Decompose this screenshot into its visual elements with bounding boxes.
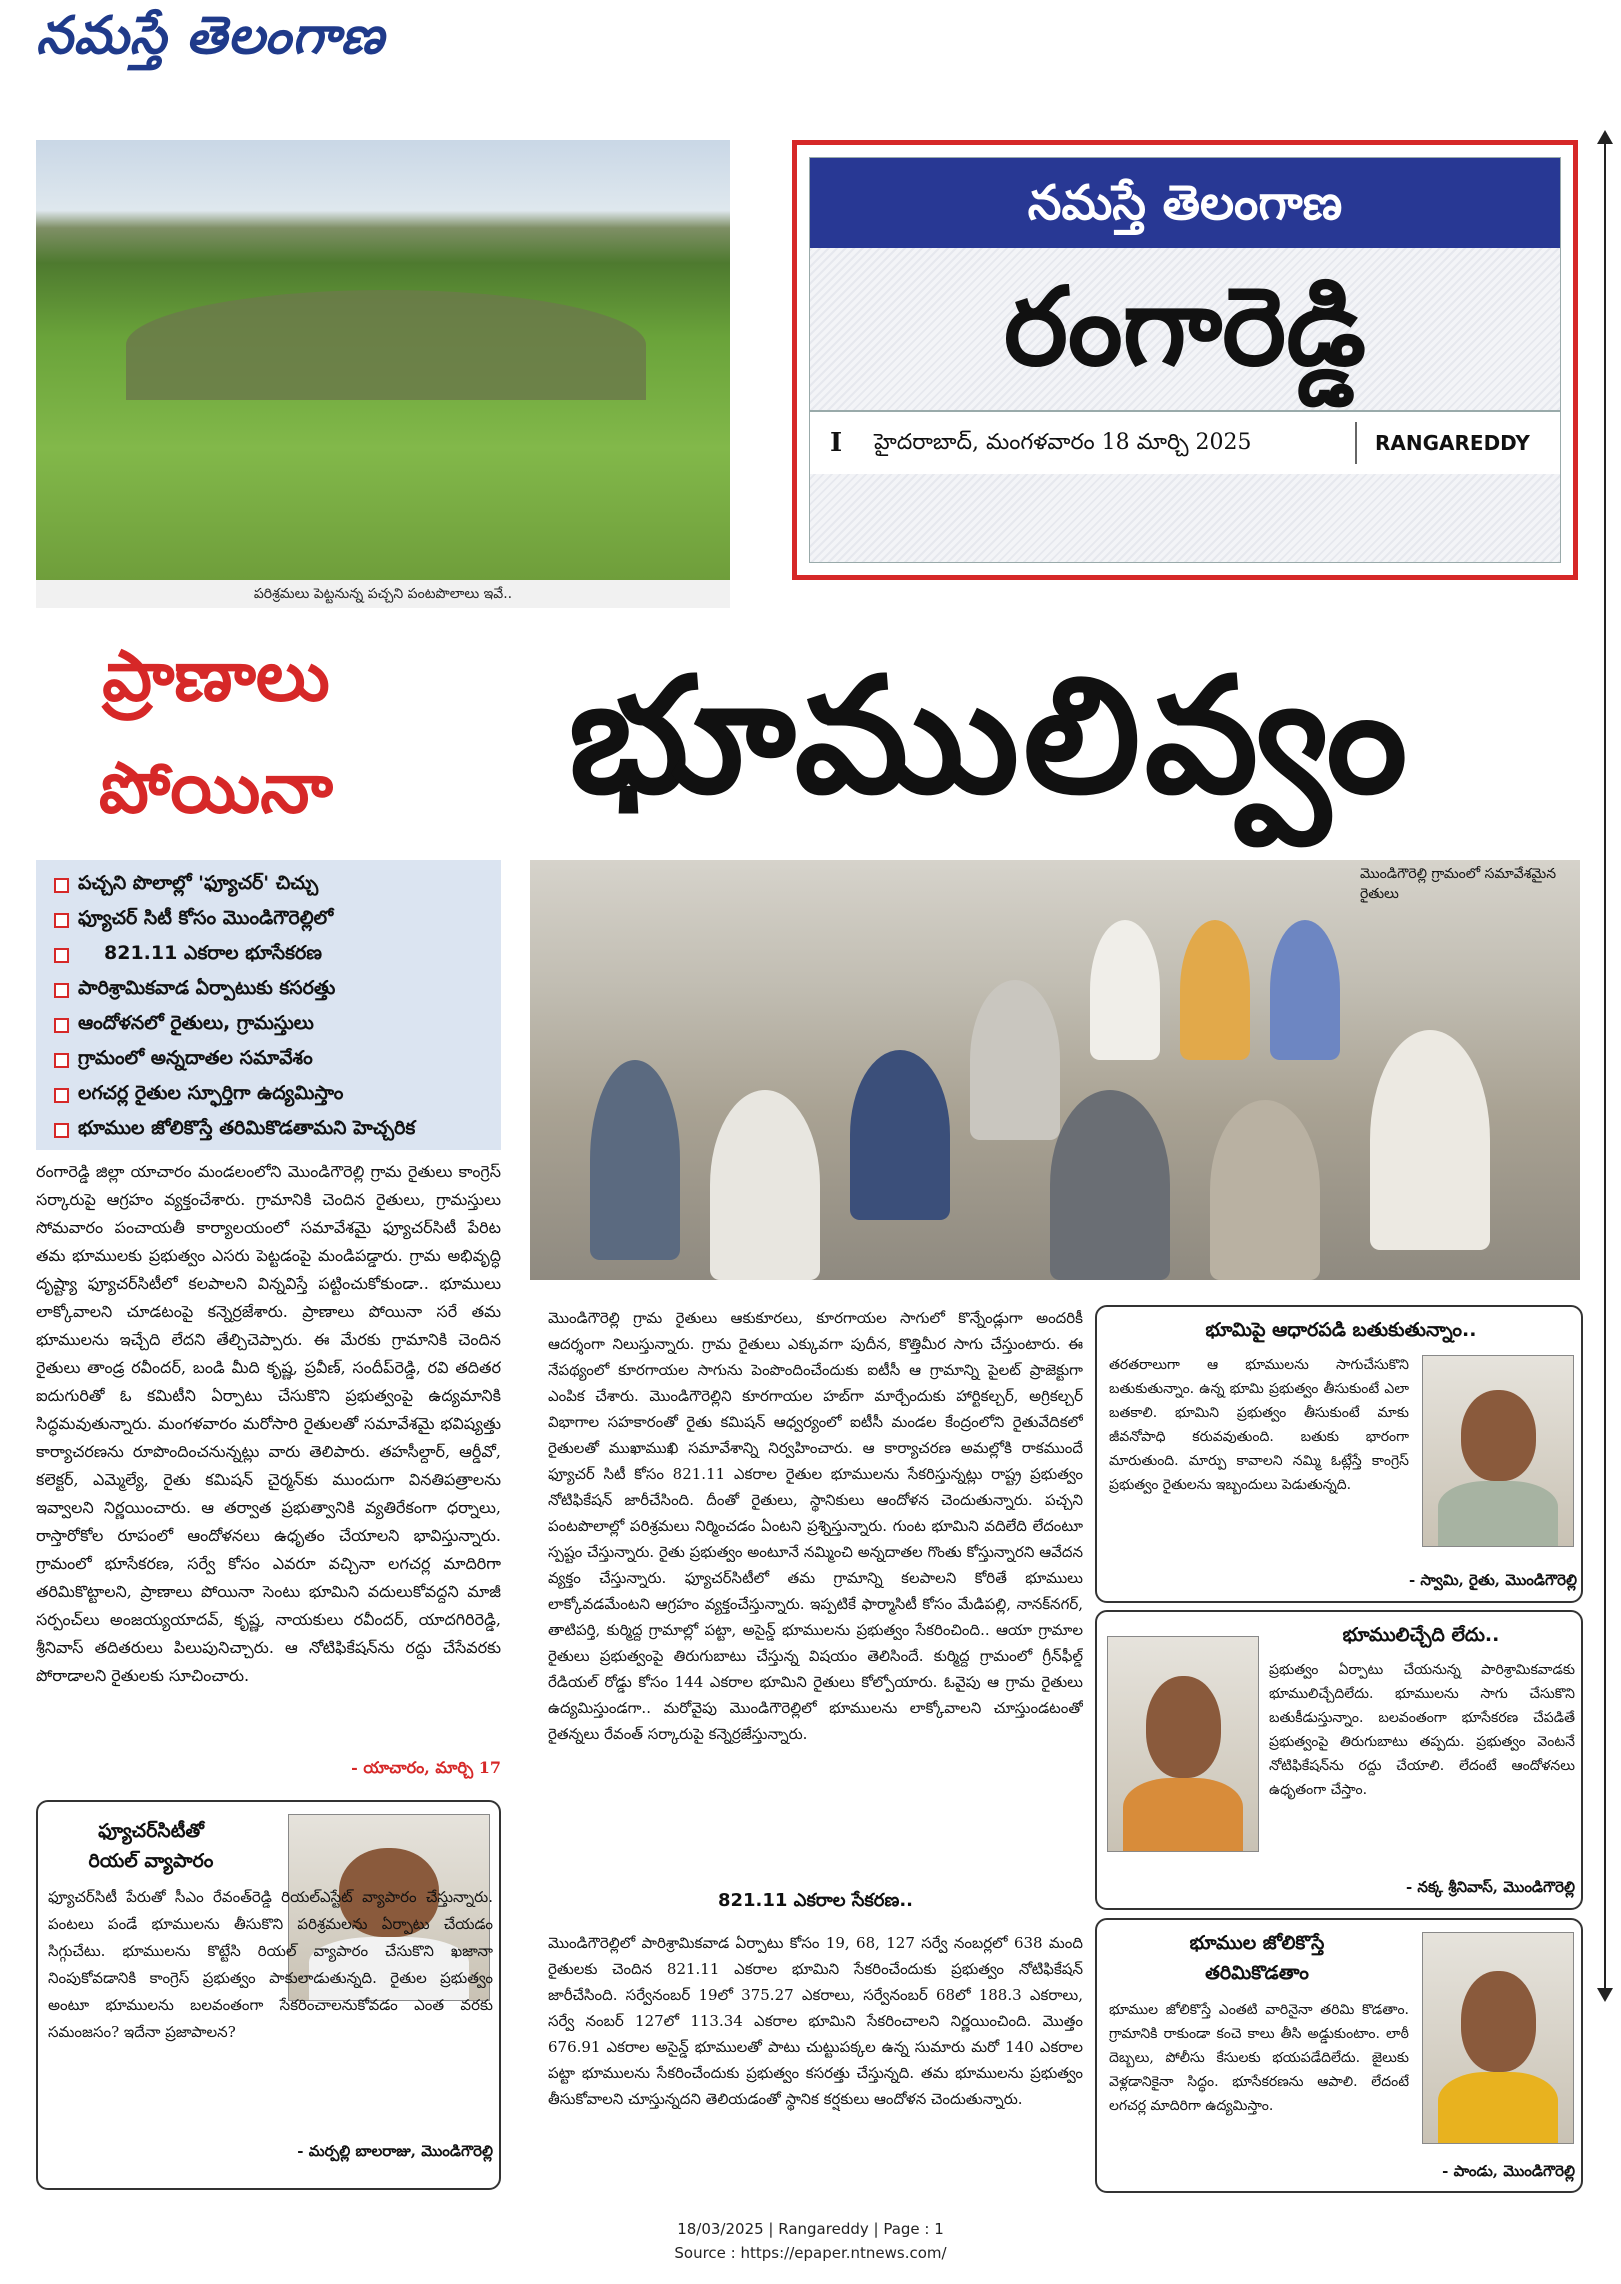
photo-person <box>1270 920 1340 1060</box>
portrait-face <box>1461 1971 1536 2072</box>
hill-shape <box>126 290 646 400</box>
photo-person <box>850 1050 950 1220</box>
edition-box <box>792 140 1578 580</box>
meeting-photo <box>530 860 1580 1280</box>
photo-person <box>1210 1100 1320 1280</box>
portrait-swamy <box>1422 1355 1574 1547</box>
edition-name: RANGAREDDY <box>1375 431 1530 455</box>
mid-story-text-2: మొండిగౌరెల్లిలో పారిశ్రామికవాడ ఏర్పాటు కోసం 19, 68, 127 సర్వే నంబర్లలో 638 మంది రైతులకు చెందిన 821.11 ఎకరాల భూమిని సేకరించేందుకు ప్రభుత్వం నోటిఫికేషన్‌ జారీచేసింది. సర్వేనంబర్‌ 19లో 375.27 ఎకరాలు, సర్వేనంబర్‌ 68లో 188.3 ఎకరాలు, సర్వే నంబర్‌ 127లో 113.34 ఎకరాల భూమిని సేకరించాలని నిర్ణయించింది. మొత్తం 676.91 ఎకరాల అసైన్డ్‌ భూములతో పాటు చుట్టుపక్కల ఉన్న సుమారు మరో 140 ఎకరాల పట్టా భూములను సేకరించేందుకు ప్రభుత్వం కసరత్తు చేస్తున్నది. తమ భూములను ప్రభుత్వం తీసుకోవాలని చూస్తున్నదని తెలియడంతో స్థానిక కర్షకులు ఆందోళన చెందుతున్నారు. <box>548 1934 1083 2108</box>
highlights-box <box>36 860 501 1150</box>
photo-caption: పరిశ్రమలు పెట్టనున్న పచ్చని పంటపొలాలు ఇవే.. <box>36 580 730 608</box>
quote-box-balaraju <box>36 1800 501 2190</box>
highlight-item: పారిశ్రామికవాడ ఏర్పాటుకు కసరత్తు <box>44 971 493 1006</box>
arrow-up-icon <box>1597 130 1613 144</box>
quote-body: ప్రభుత్వం ఏర్పాటు చేయనున్న పారిశ్రామికవాడకు భూములిచ్చేదిలేదు. భూములను సాగు చేసుకొని బతుకీడుస్తున్నాం. బలవంతంగా భూసేకరణ చేపడితే ప్రభుత్వంపై తిరుగుబాటు తప్పదు. ప్రభుత్వం వెంటనే నోటిఫికేషన్‌ను రద్దు చేయాలి. లేదంటే ఆందోళనలు ఉధృతంగా చేస్తాం. <box>1269 1662 1575 1798</box>
quote-signature: - స్వామి, రైతు, మొండిగౌరెల్లి <box>1408 1571 1577 1589</box>
quote-signature: - నక్క శ్రీనివాస్‌, మొండిగౌరెల్లి <box>1405 1878 1575 1896</box>
quote-box-title: భూములిచ్చేది లేదు.. <box>1342 1624 1500 1646</box>
mid-story-text: మొండిగౌరెల్లి గ్రామ రైతులు ఆకుకూరలు, కూరగాయల సాగులో కొన్నేండ్లుగా అందరికీ ఆదర్శంగా నిలుస్తున్నారు. గ్రామ రైతులు ఎక్కువగా పుదీన, కొత్తిమీర సాగు చేస్తుంటారు. ఈ నేపథ్యంలో కూరగాయల సాగును పెంపొందించేందుకు ఐటీసీ ఆ గ్రామాన్ని పైలట్‌ ప్రాజెక్టుగా ఎంపిక చేశారు. మొండిగౌరెల్లిని కూరగాయల హబ్‌గా మార్చేందుకు హార్టికల్చర్‌, అగ్రికల్చర్‌ విభాగాల సహకారంతో రైతు కమిషన్‌ ఆధ్వర్యంలో ఐటీసీ మండల కేంద్రంలోని రైతువేదికలో రైతులతో ముఖాముఖి సమావేశాన్ని నిర్వహించారు. ఆ కార్యాచరణ అమల్లోకి రాకముందే ఫ్యూచర్‌ సిటీ కోసం 821.11 ఎకరాల రైతుల భూములను సేకరిస్తున్నట్లు రాష్ట్ర ప్రభుత్వం నోటిఫికేషన్‌ జారీచేసింది. దీంతో రైతులు, స్థానికులు ఆందోళన చెందుతున్నారు. పచ్చని పంటపొలాల్లో పరిశ్రమలు నిర్మించడం ఏంటని ప్రశ్నిస్తున్నారు. గుంట భూమిని వదిలేది లేదంటూ స్పష్టం చేస్తున్నారు. రైతు ప్రభుత్వం అంటూనే నమ్మించి అన్నదాతల గొంతు కోస్తున్నారని ఆవేదన వ్యక్తం చేస్తున్నారు. ఫ్యూచర్‌సిటీలో తమ గ్రామాన్ని కలపాలని కోరితే భూములు లాక్కోవడమేంటని ఆగ్రహం వ్యక్తంచేస్తున్నారు. ఇప్పటికే ఫార్మాసిటీ కోసం మేడిపల్లి, నానక్‌నగర్‌, తాటిపర్తి, కుర్మిద్ద గ్రామాల్లో పట్టా, అసైన్డ్‌ భూములను ప్రభుత్వం సేకరించింది.. ఆయా గ్రామాల రైతులు ప్రభుత్వంపై తిరుగుబాటు చేస్తున్న విషయం తెలిసిందే. కుర్మిద్ద గ్రామంలో గ్రీన్‌ఫీల్డ్‌ రేడియల్‌ రోడ్డు కోసం 144 ఎకరాల భూమిని రైతులు కోల్పోయారు. ఓవైపు ఆ గ్రామ రైతులు ఉద్యమిస్తుండగా.. మరోవైపు మొండిగౌరెల్లిలో భూములను లాక్కోవాలని చూస్తుండటంతో రైతన్నలు రేవంత్‌ సర్కారుపై కన్నెర్రజేస్తున్నారు. <box>548 1309 1083 1743</box>
edition-marker: I <box>830 428 843 458</box>
lead-story-text: రంగారెడ్డి జిల్లా యాచారం మండలంలోని మొండిగౌరెల్లి గ్రామ రైతులు కాంగ్రెస్‌ సర్కారుపై ఆగ్రహం వ్యక్తంచేశారు. గ్రామానికి చెందిన రైతులు, గ్రామస్తులు సోమవారం పంచాయతీ కార్యాలయంలో సమావేశమై ఫ్యూచర్‌సిటీ పేరిట తమ భూములకు ప్రభుత్వం ఎసరు పెట్టడంపై మండిపడ్డారు. గ్రామ అభివృద్ధి దృష్ట్యా ఫ్యూచర్‌సిటీలో కలపాలని విన్నవిస్తే పట్టించుకోకుండా.. భూములు లాక్కోవాలని చూడటంపై కన్నెర్రజేశారు. ప్రాణాలు పోయినా సరే తమ భూములను ఇచ్చేది లేదని తేల్చిచెప్పారు. ఈ మేరకు గ్రామానికి చెందిన రైతులు తాండ్ర రవీందర్‌, బండి మీది కృష్ణ, ప్రవీణ్‌, సందీప్‌రెడ్డి, రవి తదితర ఐదుగురితో ఓ కమిటీని ఏర్పాటు చేసుకొని ప్రభుత్వంపై ఉద్యమానికి సిద్ధమవుతున్నారు. మంగళవారం మరోసారి రైతులతో సమావేశమై భవిష్యత్తు కార్యాచరణను రూపొందించనున్నట్లు వారు తెలిపారు. తహసీల్దార్‌, ఆర్డీవో, కలెక్టర్‌, ఎమ్మెల్యే, రైతు కమిషన్‌ చైర్మన్‌కు ముందుగా వినతిపత్రాలను ఇవ్వాలని నిర్ణయించారు. ఆ తర్వాత ప్రభుత్వానికి వ్యతిరేకంగా ధర్నాలు, రాస్తారోకోల రూపంలో ఆందోళనలు ఉధృతం చేయాలని భావిస్తున్నారు. గ్రామంలో భూసేకరణ, సర్వే కోసం ఎవరూ వచ్చినా లగచర్ల మాదిరిగా తరిమికొట్టాలని, ప్రాణాలు పోయినా సెంటు భూమిని వదులుకోవద్దని మాజీ సర్పంచ్‌లు అంజయ్యయాదవ్‌, కృష్ణ, నాయకులు రవీందర్‌, యాదగిరిరెడ్డి, శ్రీనివాస్‌ తదితరులు పిలుపునిచ్చారు. ఆ నోటిఫికేషన్‌ను రద్దు చేసేవరకు పోరాడాలని రైతులకు సూచించారు. <box>36 1162 501 1685</box>
quote-body: తరతరాలుగా ఆ భూములను సాగుచేసుకొని బతుకుతున్నాం. ఉన్న భూమి ప్రభుత్వం తీసుకుంటే ఎలా బతకాలి. భూమిని ప్రభుత్వం తీసుకుంటే మాకు జీవనోపాధి కరువవుతుంది. బతుకు భారంగా మారుతుంది. మార్పు కావాలని నమ్మి ఓట్లేస్తే కాంగ్రెస్‌ ప్రభుత్వం రైతులను ఇబ్బందులు పెడుతున్నది. <box>1109 1357 1409 1493</box>
kicker-line-1: ప్రాణాలు <box>102 635 330 717</box>
edition-title: రంగారెడ్డి <box>1003 265 1367 390</box>
quote-box-swamy <box>1095 1305 1583 1603</box>
photo-person <box>1090 920 1160 1060</box>
photo-person <box>1370 1030 1490 1250</box>
highlight-item: భూముల జోలికొస్తే తరిమికొడతామని హెచ్చరిక <box>44 1111 493 1146</box>
quote-box-title: భూమిపై ఆధారపడి బతుకుతున్నాం.. <box>1205 1319 1477 1341</box>
masthead: నమస్తే తెలంగాణ <box>36 6 385 66</box>
photo-person <box>970 980 1060 1140</box>
edition-banner: నమస్తే తెలంగాణ <box>810 158 1560 248</box>
footer-source: Source : https://epaper.ntnews.com/ <box>674 2244 947 2262</box>
kicker-line-2: పోయినా <box>98 747 333 829</box>
highlight-item: ఆందోళనలో రైతులు, గ్రామస్తులు <box>44 1006 493 1041</box>
quote-body: ఫ్యూచర్‌సిటీ పేరుతో సీఎం రేవంత్‌రెడ్డి రియల్‌ఎస్టేట్‌ వ్యాపారం చేస్తున్నారు. పంటలు పండే భూములను తీసుకొని పరిశ్రమలను ఏర్పాటు చేయడం సిగ్గుచేటు. భూములను కొట్టేసి రియల్‌ వ్యాపారం చేసుకొని ఖజానా నింపుకోవడానికి కాంగ్రెస్‌ ప్రభుత్వం పాకులాడుతున్నది. రైతుల ప్రభుత్వం అంటూ భూములను బలవంతంగా సేకరించాలనుకోవడం ఎంత వరకు సమంజసం? ఇదేనా ప్రజాపాలన? <box>48 1888 493 2041</box>
edition-inner <box>809 157 1561 563</box>
footer-page-info: 18/03/2025 | Rangareddy | Page : 1 <box>677 2220 944 2238</box>
arrow-down-icon <box>1597 1988 1613 2002</box>
highlight-item: ఫ్యూచర్‌ సిటీ కోసం మొండిగౌరెల్లిలో <box>44 901 493 936</box>
quote-title-line-1: భూముల జోలికొస్తే <box>1189 1932 1325 1954</box>
quote-box-title <box>1107 1928 1407 1988</box>
portrait-torso <box>1438 1481 1558 1546</box>
portrait-torso <box>1438 2072 1558 2143</box>
quote-body: భూముల జోలికొస్తే ఎంతటి వారినైనా తరిమి కొడతాం. గ్రామానికి రాకుండా కంచె కాలు తీసి అడ్డుకుంటాం. లాఠీ దెబ్బలు, పోలీసు కేసులకు భయపడేదిలేదు. జైలుకు వెళ్లడానికైనా సిద్ధం. భూసేకరణను ఆపాలి. లేదంటే లగచర్ల మాదిరిగా ఉద్యమిస్తాం. <box>1109 2002 1409 2114</box>
highlight-item: గ్రామంలో అన్నదాతల సమావేశం <box>44 1041 493 1076</box>
edition-strip <box>810 410 1560 474</box>
mid-subhead: 821.11 ఎకరాల సేకరణ.. <box>717 1890 914 1911</box>
portrait-face <box>1146 1676 1221 1779</box>
quote-box-title <box>46 1816 256 1876</box>
column-arrow-line <box>1604 140 1606 1990</box>
portrait-srinivas <box>1107 1636 1259 1852</box>
kicker-headline <box>36 620 396 850</box>
photo-person <box>710 1090 820 1280</box>
quote-box-srinivas <box>1095 1610 1583 1910</box>
paddy-field-photo <box>36 140 730 580</box>
quote-box-pandu <box>1095 1918 1583 2193</box>
photo-person <box>1180 920 1250 1060</box>
meeting-caption: మొండిగౌరెల్లి గ్రామంలో సమావేశమైన రైతులు <box>1360 866 1557 902</box>
quote-title-line-2: రియల్‌ వ్యాపారం <box>88 1850 214 1872</box>
main-headline: భూములివ్వం <box>568 642 1412 829</box>
quote-signature: - మర్పల్లి బాలరాజు, మొండిగౌరెల్లి <box>297 2142 493 2160</box>
edition-dateline: హైదరాబాద్, మంగళవారం 18 మార్చి 2025 <box>874 430 1252 455</box>
highlight-item: 821.11 ఎకరాల భూసేకరణ <box>44 936 493 971</box>
portrait-pandu <box>1422 1932 1574 2144</box>
quote-signature: - పాండు, మొండిగౌరెల్లి <box>1442 2162 1575 2180</box>
lead-dateline: - యాచారం, మార్చి 17 <box>351 1758 501 1777</box>
portrait-face <box>1461 1390 1536 1481</box>
edition-divider <box>1355 422 1357 464</box>
photo-person <box>590 1060 680 1260</box>
quote-title-line-2: తరిమికొడతాం <box>1205 1962 1309 1984</box>
photo-person <box>1050 1090 1170 1280</box>
quote-title-line-1: ఫ్యూచర్‌సిటీతో <box>98 1820 204 1842</box>
highlight-item: పచ్చని పొలాల్లో 'ఫ్యూచర్‌' చిచ్చు <box>44 866 493 901</box>
highlight-item: లగచర్ల రైతుల స్ఫూర్తిగా ఉద్యమిస్తాం <box>44 1076 493 1111</box>
portrait-torso <box>1123 1778 1243 1851</box>
